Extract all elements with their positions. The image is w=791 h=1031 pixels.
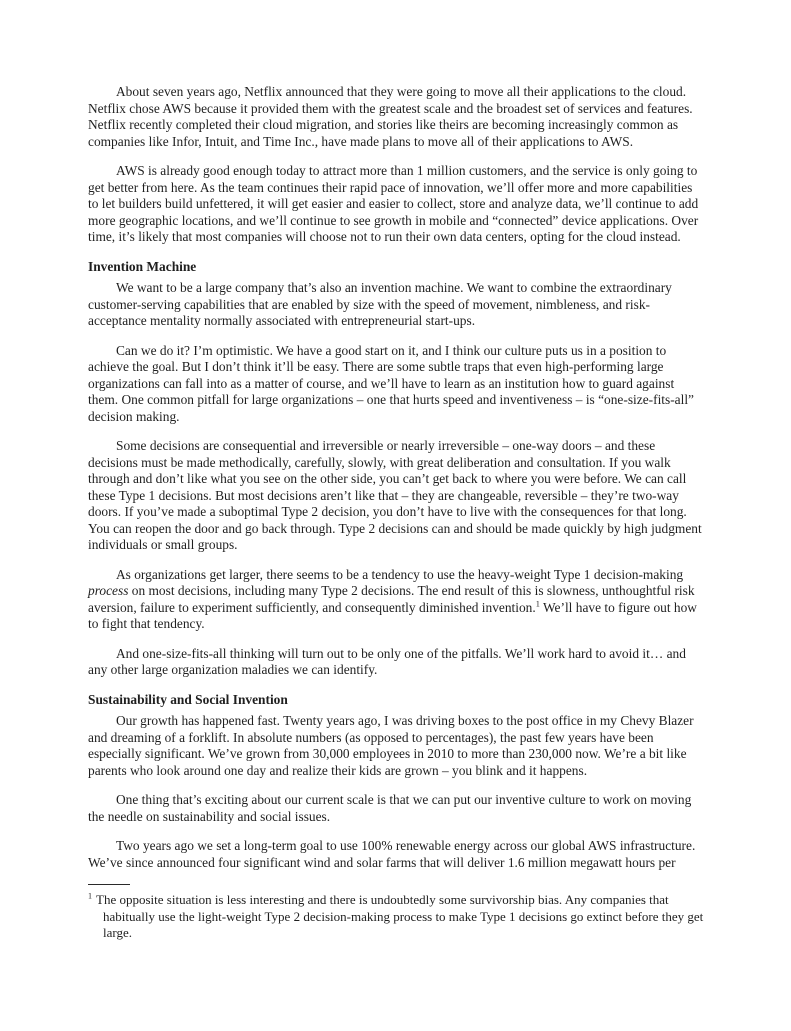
footnote-reference: 1 bbox=[535, 599, 540, 609]
section-heading: Sustainability and Social Invention bbox=[88, 691, 288, 707]
text-run: We want to be a large company that’s also an invention machine. We want to combine the extraordinary customer-serving capabilities that are enabled by size with the speed of movement, nimbleness, and risk-acceptance mentality normally associated with entrepreneurial start-ups. bbox=[88, 280, 672, 328]
body-paragraph bbox=[88, 280, 704, 330]
text-run: As organizations get larger, there seems to be a tendency to use the heavy-weight Type 1 decision-making bbox=[116, 566, 684, 582]
footnote-marker: 1 bbox=[88, 891, 93, 901]
text-run: Our growth has happened fast. Twenty years ago, I was driving boxes to the post office in my Chevy Blazer and dreaming of a forklift. In absolute numbers (as opposed to percentages), the past few years have been especially significant. We’ve grown from 30,000 employees in 2010 to more than 230,000 now. We’re a bit like parents who look around one day and realize their kids are grown – you blink and it happens. bbox=[88, 713, 694, 778]
body-paragraph bbox=[88, 713, 704, 779]
text-run: We’ll have to figure out how to fight that tendency. bbox=[88, 599, 697, 631]
text-run: Can we do it? I’m optimistic. We have a good start on it, and I think our culture puts us in a position to achieve the goal. But I don’t think it’ll be easy. There are some subtle traps that even high-performing large organizations can fall into as a matter of course, and we’ll have to learn as an institution how to guard against them. One common pitfall for large organizations – one that hurts speed and inventiveness – is “one-size-fits-all” decision making. bbox=[88, 342, 695, 424]
body-paragraph bbox=[88, 646, 704, 679]
italic-text-run: process bbox=[88, 583, 129, 598]
body-paragraph bbox=[88, 163, 704, 246]
text-run: One thing that’s exciting about our current scale is that we can put our inventive culture to work on moving the needle on sustainability and social issues. bbox=[88, 792, 692, 824]
body-paragraph bbox=[88, 567, 704, 633]
text-run: Two years ago we set a long-term goal to use 100% renewable energy across our global AWS infrastructure. We’ve since announced four significant wind and solar farms that will deliver 1.6 million megawatt hours per bbox=[88, 838, 696, 870]
footnote bbox=[88, 892, 704, 942]
footnote-text: The opposite situation is less interesting and there is undoubtedly some survivorship bias. Any companies that habitually use the light-weight Type 2 decision-making process to make Type 1 decisions go extinct before they get large. bbox=[96, 892, 704, 940]
text-run: on most decisions, including many Type 2 decisions. The end result of this is slowness, unthoughtful risk aversion, failure to experiment sufficiently, and consequently diminished invention. bbox=[88, 583, 695, 615]
section-heading: Invention Machine bbox=[88, 258, 197, 274]
text-run: About seven years ago, Netflix announced that they were going to move all their applications to the cloud. Netflix chose AWS because it provided them with the greatest scale and the broadest set of services and features. Netflix recently completed their cloud migration, and stories like theirs are becoming increasingly common as companies like Infor, Intuit, and Time Inc., have made plans to move all of their applications to AWS. bbox=[88, 84, 693, 149]
text-run: Some decisions are consequential and irreversible or nearly irreversible – one-way doors – and these decisions must be made methodically, carefully, slowly, with great deliberation and consultation. If you walk through and don’t like what you see on the other side, you can’t get back to where you were before. We can call these Type 1 decisions. But most decisions aren’t like that – they are changeable, reversible – they’re two-way doors. If you’ve made a suboptimal Type 2 decision, you don’t have to live with the consequences for that long. You can reopen the door and go back through. Type 2 decisions can and should be made quickly by high judgment individuals or small groups. bbox=[88, 438, 702, 552]
footnote-separator-rule bbox=[88, 884, 130, 885]
body-paragraph bbox=[88, 343, 704, 426]
body-paragraph bbox=[88, 792, 704, 825]
footnote-section bbox=[88, 884, 704, 942]
text-run: And one-size-fits-all thinking will turn out to be only one of the pitfalls. We’ll work hard to avoid it… and any other large organization maladies we can identify. bbox=[88, 645, 686, 677]
body-paragraph bbox=[88, 84, 704, 150]
text-run: AWS is already good enough today to attract more than 1 million customers, and the service is only going to get better from here. As the team continues their rapid pace of innovation, we’ll offer more and more capabilities to let builders build unfettered, it will get easier and easier to collect, store and analyze data, we’ll continue to add more geographic locations, and we’ll continue to see growth in mobile and “connected” device applications. Over time, it’s likely that most companies will choose not to run their own data centers, opting for the cloud instead. bbox=[88, 163, 699, 244]
body-paragraph bbox=[88, 838, 704, 871]
body-paragraph bbox=[88, 438, 704, 554]
